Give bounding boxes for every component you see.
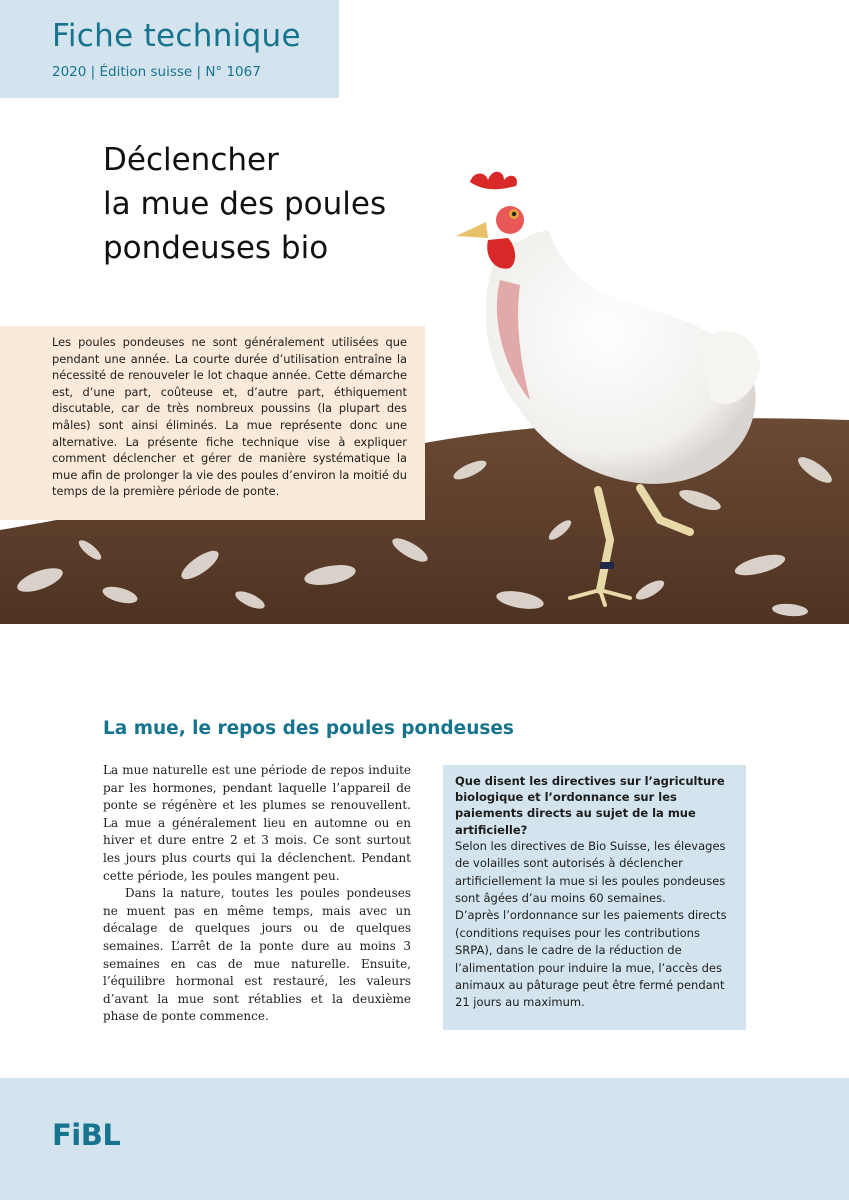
info-box-question: Que disent les directives sur l’agriculture biologique et l’ordonnance sur les paiements directs au sujet de la mue artificielle? — [455, 774, 725, 837]
header-title: Fiche technique — [52, 18, 301, 54]
footer — [0, 1078, 849, 1200]
info-box — [443, 765, 746, 1030]
main-title-line2: la mue des poules — [103, 186, 387, 222]
header-meta: 2020 | Édition suisse | N° 1067 — [52, 64, 261, 80]
info-box-answer-1: Selon les directives de Bio Suisse, les élevages de volailles sont autorisés à déclencher artificiellement la mue si les poules pondeuses sont âgées d’au moins 60 semaines. — [455, 838, 726, 906]
main-title — [103, 138, 386, 270]
body-text — [103, 762, 411, 1026]
info-box-answer-2: D’après l’ordonnance sur les paiements directs (conditions requises pour les contributions SRPA), dans le cadre de la réduction de l’alimentation pour induire la mue, l’accès des animaux au pâturage peut être fermé pendant 21 jours au maximum. — [455, 908, 727, 1010]
fibl-logo[interactable]: FiBL — [52, 1118, 121, 1152]
section-heading: La mue, le repos des poules pondeuses — [103, 718, 514, 739]
intro-box: Les poules pondeuses ne sont généralement utilisées que pendant une année. La courte durée d’utilisation entraîne la nécessité de renouveler le lot chaque année. Cette démarche est, d’une part, coûteuse et, d’autre part, éthiquement discutable, car de très nombreux poussins (la plupart des mâles) sont ainsi éliminés. La mue représente donc une alternative. La présente fiche technique vise à expliquer comment déclencher et gérer de manière systématique la mue afin de prolonger la vie des poules d’environ la moitié du temps de la première période de ponte. — [0, 326, 425, 520]
main-title-line3: pondeuses bio — [103, 230, 329, 266]
header-box — [0, 0, 339, 98]
main-title-line1: Déclencher — [103, 142, 279, 178]
body-paragraph-1: La mue naturelle est une période de repos induite par les hormones, pendant laquelle l’appareil de ponte se régénère et les plumes se renouvellent. La mue a généralement lieu en automne ou en hiver et dure entre 2 et 3 mois. Ce sont surtout les jours plus courts qui la déclenchent. Pendant cette période, les poules mangent peu. — [103, 763, 411, 883]
body-paragraph-2: Dans la nature, toutes les poules pondeuses ne muent pas en même temps, mais avec un décalage de quelques jours ou de quelques semaines. L’arrêt de la ponte dure au moins 3 semaines en cas de mue naturelle. Ensuite, l’équilibre hormonal est restauré, les valeurs d’avant la mue sont rétablies et la deuxième phase de ponte commence. — [103, 886, 411, 1024]
